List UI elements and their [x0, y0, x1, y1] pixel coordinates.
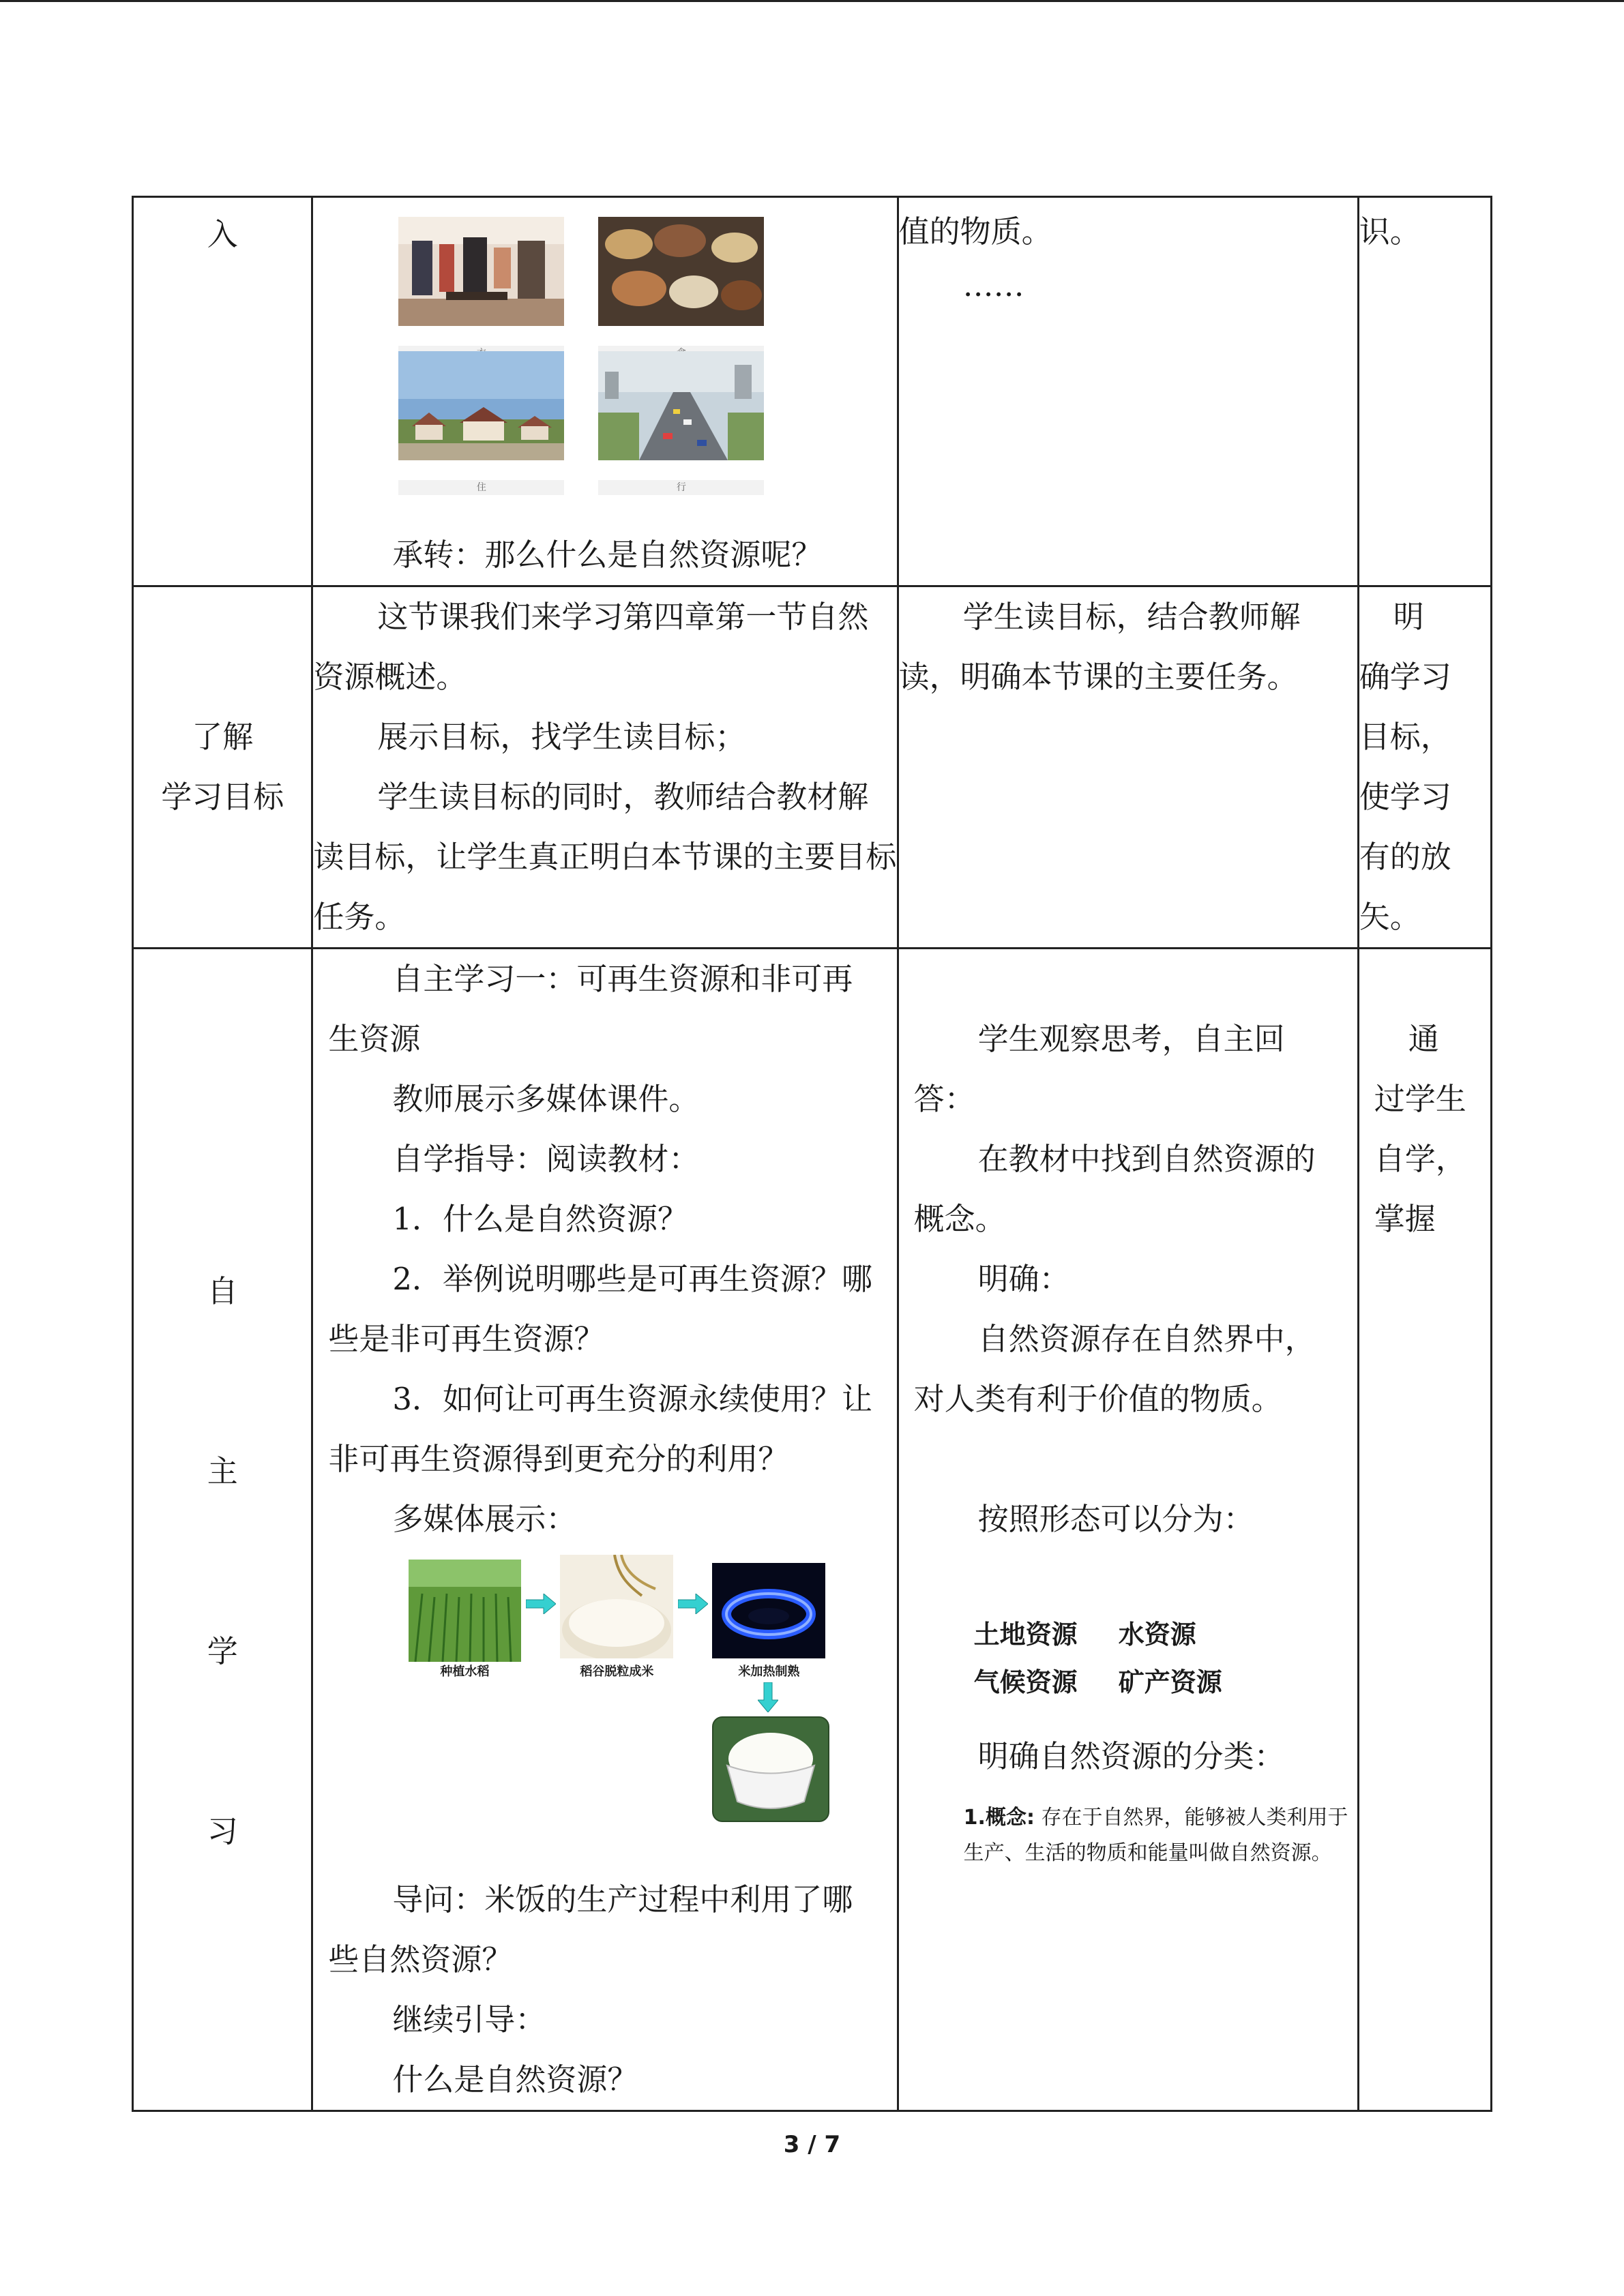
- teacher-paragraph: 展示目标，找学生读目标；: [377, 719, 746, 755]
- purpose-cell: [1358, 197, 1491, 586]
- teacher-paragraph: 2．举例说明哪些是可再生资源？哪些是非可再生资源？: [328, 1261, 873, 1357]
- flow-caption: 米加热制熟: [738, 1665, 800, 1679]
- page-top-border: [0, 0, 1624, 2]
- resource-kind: 土地资源: [973, 1620, 1078, 1650]
- purpose-line: 确学习: [1359, 659, 1451, 695]
- resource-kind: 气候资源: [973, 1667, 1078, 1697]
- page-number: 3 / 7: [783, 2131, 841, 2158]
- resource-kind: 矿产资源: [1118, 1667, 1222, 1697]
- teacher-paragraph: 1．什么是自然资源？: [392, 1201, 689, 1237]
- arrow-right-icon: [526, 1594, 556, 1614]
- stage-char: 学: [207, 1633, 238, 1669]
- teacher-paragraph: 学生读目标的同时，教师结合教材解读目标，让学生真正明白本节课的主要目标任务。: [313, 779, 897, 935]
- student-paragraph: 自然资源存在自然界中，对人类有利于价值的物质。: [913, 1321, 1316, 1417]
- teacher-paragraph: 这节课我们来学习第四章第一节自然资源概述。: [313, 599, 869, 695]
- table-row: [133, 197, 1492, 586]
- purpose-line: 目标，: [1359, 719, 1451, 755]
- stage-char: 习: [207, 1813, 238, 1849]
- concept-box: [899, 1800, 1357, 1871]
- purpose-line: 使学习: [1359, 779, 1451, 815]
- stage-cell: [133, 586, 312, 949]
- teacher-paragraph: 导问：米饭的生产过程中利用了哪些自然资源？: [328, 1881, 853, 1978]
- teacher-transition-text: 承转：那么什么是自然资源呢？: [392, 537, 823, 573]
- student-activity-cell: [898, 949, 1358, 2111]
- student-text: 学生读目标，结合教师解读，明确本节课的主要任务。: [898, 599, 1301, 695]
- student-text: 值的物质。: [898, 213, 1052, 250]
- photo-housing: [398, 351, 564, 495]
- teacher-paragraph: 自学指导：阅读教材：: [392, 1141, 700, 1177]
- student-activity-cell: [898, 197, 1358, 586]
- flow-caption: 种植水稻: [440, 1665, 490, 1679]
- stage-label-line: 了解: [192, 719, 254, 755]
- gas-flame-image: [712, 1563, 825, 1658]
- table-row: [133, 949, 1492, 2111]
- teacher-paragraph: 3．如何让可再生资源永续使用？让非可再生资源得到更充分的利用？: [328, 1381, 873, 1477]
- teacher-activity-cell: [312, 949, 898, 2111]
- stage-cell: [133, 949, 312, 2111]
- stage-char: 主: [207, 1453, 238, 1489]
- arrow-down-icon: [758, 1682, 778, 1712]
- teacher-paragraph: 多媒体展示：: [392, 1501, 577, 1537]
- ellipsis-text: ……: [962, 267, 1024, 303]
- arrow-right-icon: [678, 1594, 708, 1614]
- purpose-line: 通: [1408, 1021, 1439, 1057]
- flow-caption: 稻谷脱粒成米: [580, 1665, 654, 1679]
- purpose-text: 识。: [1359, 213, 1421, 250]
- rice-paddy-image: [409, 1560, 521, 1662]
- concept-label: 1.概念:: [963, 1806, 1035, 1830]
- table-row: [133, 586, 1492, 949]
- purpose-line: 掌握: [1374, 1201, 1436, 1237]
- daily-life-photos: [313, 198, 896, 525]
- student-activity-cell: [898, 586, 1358, 949]
- purpose-line: 矢。: [1359, 899, 1421, 935]
- teacher-paragraph: 自主学习一：可再生资源和非可再生资源: [328, 961, 853, 1057]
- teacher-paragraph: 继续引导：: [392, 2001, 546, 2038]
- photo-caption: 行: [598, 480, 764, 495]
- purpose-line: 有的放: [1359, 839, 1451, 875]
- teacher-paragraph: 教师展示多媒体课件。: [392, 1081, 700, 1117]
- photo-caption: 住: [398, 480, 564, 495]
- photo-clothing: [398, 217, 564, 361]
- purpose-cell: [1358, 949, 1491, 2111]
- purpose-line: 自学，: [1374, 1141, 1466, 1177]
- concept-text: 存在于自然界，能够被人类利用于生产、生活的物质和能量叫做自然资源。: [963, 1806, 1348, 1865]
- resource-kind: 水资源: [1118, 1620, 1196, 1650]
- rice-production-flow: [313, 1549, 896, 1870]
- student-paragraph: 学生观察思考，自主回答：: [913, 1021, 1285, 1117]
- teacher-paragraph: 什么是自然资源？: [392, 2061, 638, 2098]
- lesson-plan-table: [132, 196, 1492, 2112]
- student-paragraph: 在教材中找到自然资源的概念。: [913, 1141, 1316, 1237]
- student-paragraph: 明确自然资源的分类：: [977, 1738, 1285, 1774]
- purpose-line: 过学生: [1374, 1081, 1466, 1117]
- purpose-line: 明: [1393, 599, 1424, 635]
- resource-kinds: [899, 1611, 1357, 1706]
- cooked-rice-bowl-image: [712, 1716, 829, 1822]
- student-paragraph: 明确：: [977, 1261, 1070, 1297]
- milled-rice-image: [560, 1555, 673, 1658]
- teacher-activity-cell: [312, 586, 898, 949]
- student-paragraph: 按照形态可以分为：: [977, 1501, 1254, 1537]
- stage-label: 入: [207, 216, 238, 252]
- photo-transport: [598, 351, 764, 495]
- stage-cell: [133, 197, 312, 586]
- stage-char: 自: [207, 1273, 238, 1309]
- stage-label-line: 学习目标: [161, 779, 284, 815]
- purpose-cell: [1358, 586, 1491, 949]
- teacher-activity-cell: [312, 197, 898, 586]
- photo-food: [598, 217, 764, 361]
